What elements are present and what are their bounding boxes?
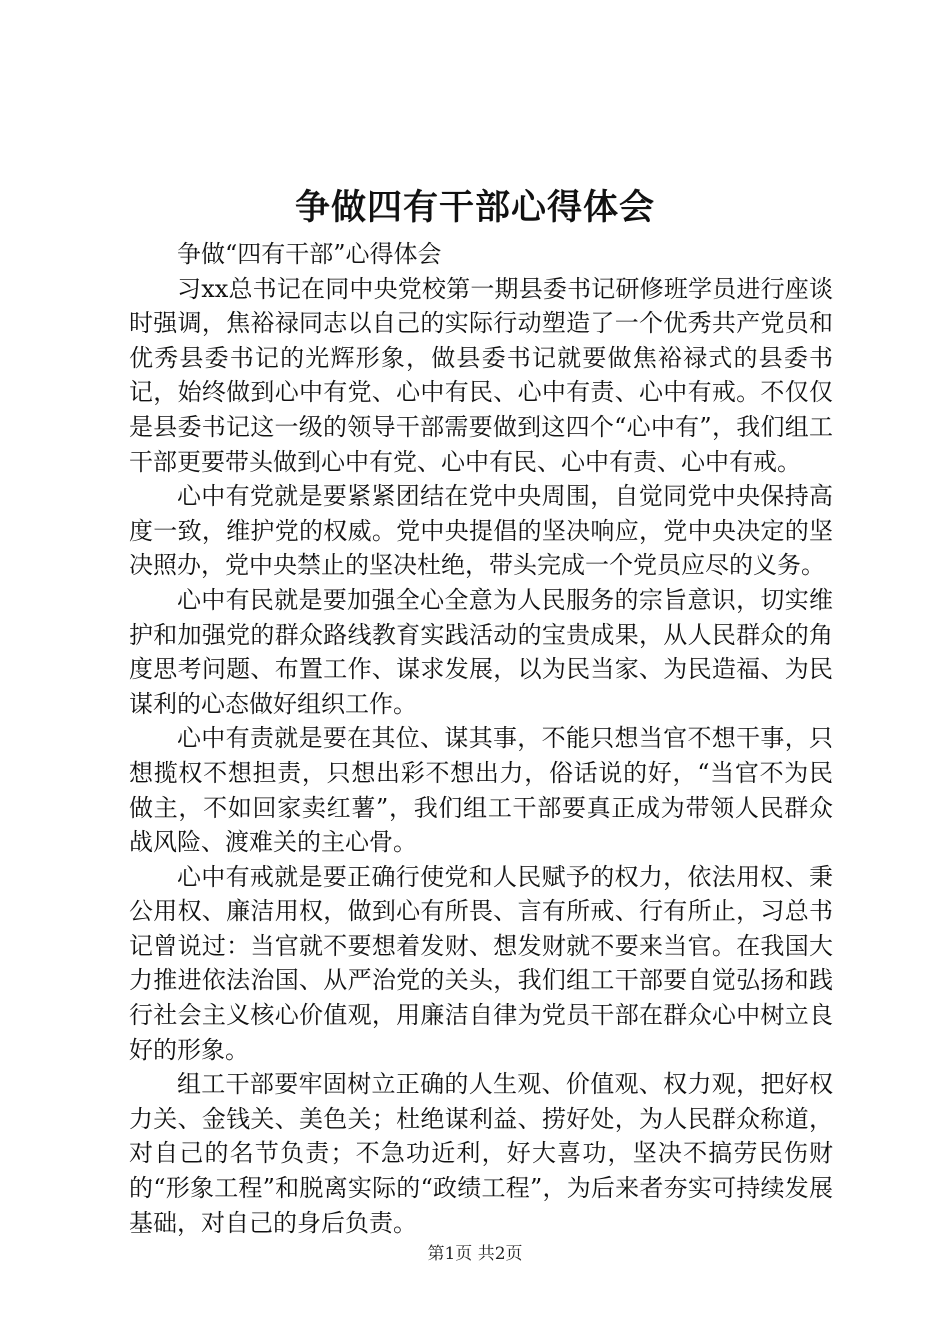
paragraph-discipline: 心中有戒就是要正确行使党和人民赋予的权力，依法用权、秉公用权、廉洁用权，做到心有所畏、言有所戒、行有所止，习总书记曾说过：当官就不要想着发财、想发财就不要来当官。在我国大力推进依法治国、从严治党的关头，我们组工干部要自觉弘扬和践行社会主义核心价值观，用廉洁自律为党员干部在群众心中树立良好的形象。 xyxy=(129,862,833,1064)
paragraph-party: 心中有党就是要紧紧团结在党中央周围，自觉同党中央保持高度一致，维护党的权威。党中央提倡的坚决响应，党中央决定的坚决照办，党中央禁止的坚决杜绝，带头完成一个党员应尽的义务。 xyxy=(129,482,833,580)
document-title: 争做四有干部心得体会 xyxy=(294,187,655,228)
paragraph-intro: 习xx总书记在同中央党校第一期县委书记研修班学员进行座谈时强调，焦裕禄同志以自己的实际行动塑造了一个优秀共产党员和优秀县委书记的光辉形象，做县委书记就要做焦裕禄式的县委书记，始终做到心中有党、心中有民、心中有责、心中有戒。不仅仅是县委书记这一级的领导干部需要做到这四个“心中有”，我们组工干部更要带头做到心中有党、心中有民、心中有责、心中有戒。 xyxy=(129,274,833,476)
paragraph-conclusion: 组工干部要牢固树立正确的人生观、价值观、权力观，把好权力关、金钱关、美色关；杜绝谋利益、捞好处，为人民群众称道，对自己的名节负责；不急功近利，好大喜功，坚决不搞劳民伤财的“形象工程”和脱离实际的“政绩工程”，为后来者夯实可持续发展基础，对自己的身后负责。 xyxy=(129,1070,833,1237)
document-body xyxy=(129,237,833,1240)
paragraph-people: 心中有民就是要加强全心全意为人民服务的宗旨意识，切实维护和加强党的群众路线教育实践活动的宝贵成果，从人民群众的角度思考问题、布置工作、谋求发展，以为民当家、为民造福、为民谋利的心态做好组织工作。 xyxy=(129,585,833,718)
page-number-footer: 第1页 共2页 xyxy=(427,1244,523,1264)
paragraph-responsibility: 心中有责就是要在其位、谋其事，不能只想当官不想干事，只想揽权不想担责，只想出彩不想出力，俗话说的好，“当官不为民做主，不如回家卖红薯”，我们组工干部要真正成为带领人民群众战风险、渡难关的主心骨。 xyxy=(129,724,833,857)
paragraph-subtitle: 争做“四有干部”心得体会 xyxy=(177,240,442,268)
